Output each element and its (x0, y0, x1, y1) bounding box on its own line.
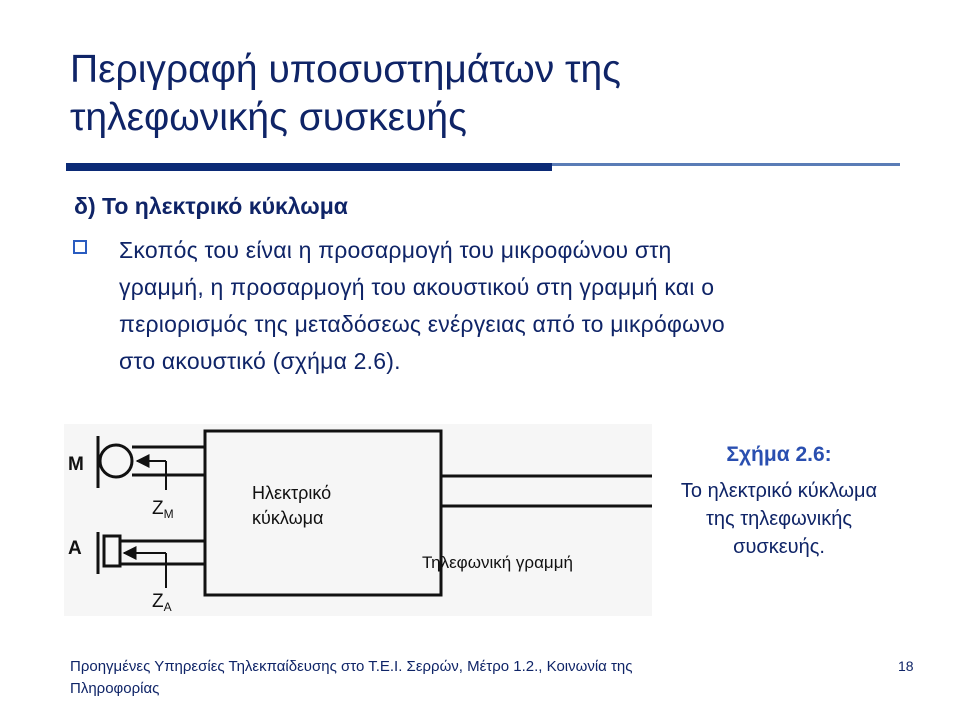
caption-text (666, 477, 892, 561)
section-heading: δ) Το ηλεκτρικό κύκλωμα (74, 193, 348, 219)
label-zm: $Z_M$ (152, 498, 174, 521)
figure-caption (666, 443, 892, 561)
label-za: $Z_A$ (152, 591, 172, 614)
circuit-diagram (64, 424, 652, 616)
bullet-line: Σκοπός του είναι η προσαρμογή του μικροφώνου στη (119, 237, 672, 263)
page-number: 18 (898, 658, 914, 674)
slide-title-line-1: Περιγραφή υποσυστημάτων της (70, 48, 621, 91)
caption-line: Το ηλεκτρικό κύκλωμα (680, 480, 878, 502)
bullet-line: στο ακουστικό (σχήμα 2.6). (119, 348, 401, 374)
caption-title: Σχήμα 2.6: (726, 443, 832, 466)
bullet-line: περιορισμός της μεταδόσεως ενέργειας από το μικρόφωνο (119, 311, 725, 337)
title-rule-thin (552, 163, 900, 166)
label-m: M (68, 454, 84, 475)
label-a: A (68, 538, 82, 559)
caption-line: της τηλεφωνικής (706, 508, 852, 530)
phone-line-label: Τηλεφωνική γραμμή (422, 553, 573, 572)
footer-line-1: Προηγμένες Υπηρεσίες Τηλεκπαίδευσης στο Τ.Ε.Ι. Σερρών, Μέτρο 1.2., Κοινωνία της (70, 658, 633, 675)
figure-background (64, 424, 652, 616)
bullet-line: γραμμή, η προσαρμογή του ακουστικού στη γραμμή και ο (119, 274, 715, 300)
bullet-paragraph (119, 232, 909, 380)
title-rule-thick (66, 163, 552, 171)
circuit-label-line-1: Ηλεκτρικό (252, 483, 332, 503)
footer-text (70, 656, 720, 700)
square-bullet-icon (73, 240, 87, 254)
caption-line: συσκευής. (733, 536, 825, 558)
circuit-label-line-2: κύκλωμα (252, 508, 324, 528)
footer-line-2: Πληροφορίας (70, 680, 160, 697)
slide-title (70, 46, 930, 142)
slide-title-line-2: τηλεφωνικής συσκευής (70, 96, 467, 139)
